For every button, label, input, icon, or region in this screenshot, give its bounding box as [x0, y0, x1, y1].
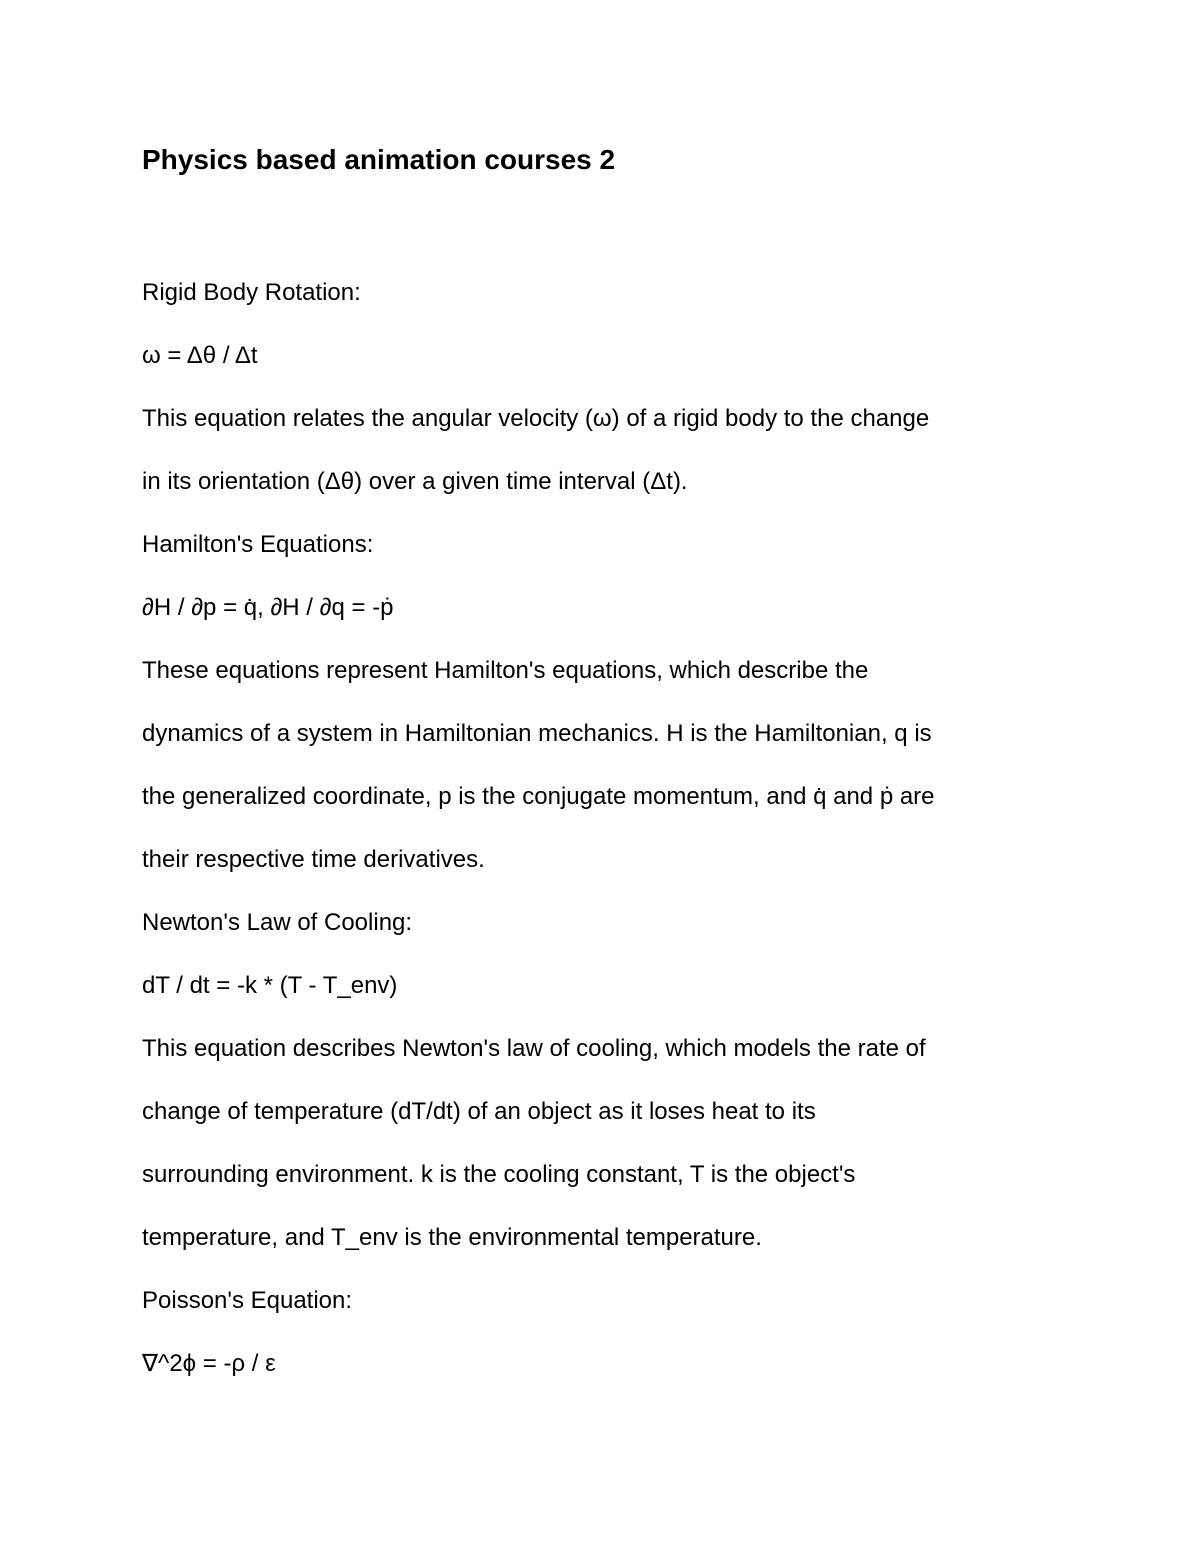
paragraph-line: These equations represent Hamilton's equations, which describe the: [142, 657, 869, 684]
equation-poisson: ∇^2ϕ = -ρ / ε: [142, 1350, 276, 1377]
paragraph-line: This equation relates the angular velocity (ω) of a rigid body to the change: [142, 405, 930, 432]
paragraph-line: temperature, and T_env is the environmental temperature.: [142, 1224, 762, 1251]
section-heading-rigid-body-rotation: Rigid Body Rotation:: [142, 279, 361, 306]
paragraph-line: dynamics of a system in Hamiltonian mechanics. H is the Hamiltonian, q is: [142, 720, 932, 747]
paragraph-line: in its orientation (Δθ) over a given time interval (Δt).: [142, 468, 688, 495]
paragraph-line: change of temperature (dT/dt) of an object as it loses heat to its: [142, 1098, 816, 1125]
section-heading-hamiltons-equations: Hamilton's Equations:: [142, 531, 374, 558]
paragraph-line: This equation describes Newton's law of cooling, which models the rate of: [142, 1035, 926, 1062]
paragraph-line: surrounding environment. k is the cooling constant, T is the object's: [142, 1161, 856, 1188]
equation-angular-velocity: ω = Δθ / Δt: [142, 342, 258, 369]
equation-hamilton: ∂H / ∂p = q̇, ∂H / ∂q = -ṗ: [142, 594, 394, 621]
section-heading-newtons-law-of-cooling: Newton's Law of Cooling:: [142, 909, 413, 936]
document-title: Physics based animation courses 2: [142, 144, 616, 175]
paragraph-line: the generalized coordinate, p is the conjugate momentum, and q̇ and ṗ are: [142, 783, 935, 810]
equation-newton-cooling: dT / dt = -k * (T - T_env): [142, 972, 398, 999]
section-heading-poissons-equation: Poisson's Equation:: [142, 1287, 353, 1314]
paragraph-line: their respective time derivatives.: [142, 846, 485, 873]
